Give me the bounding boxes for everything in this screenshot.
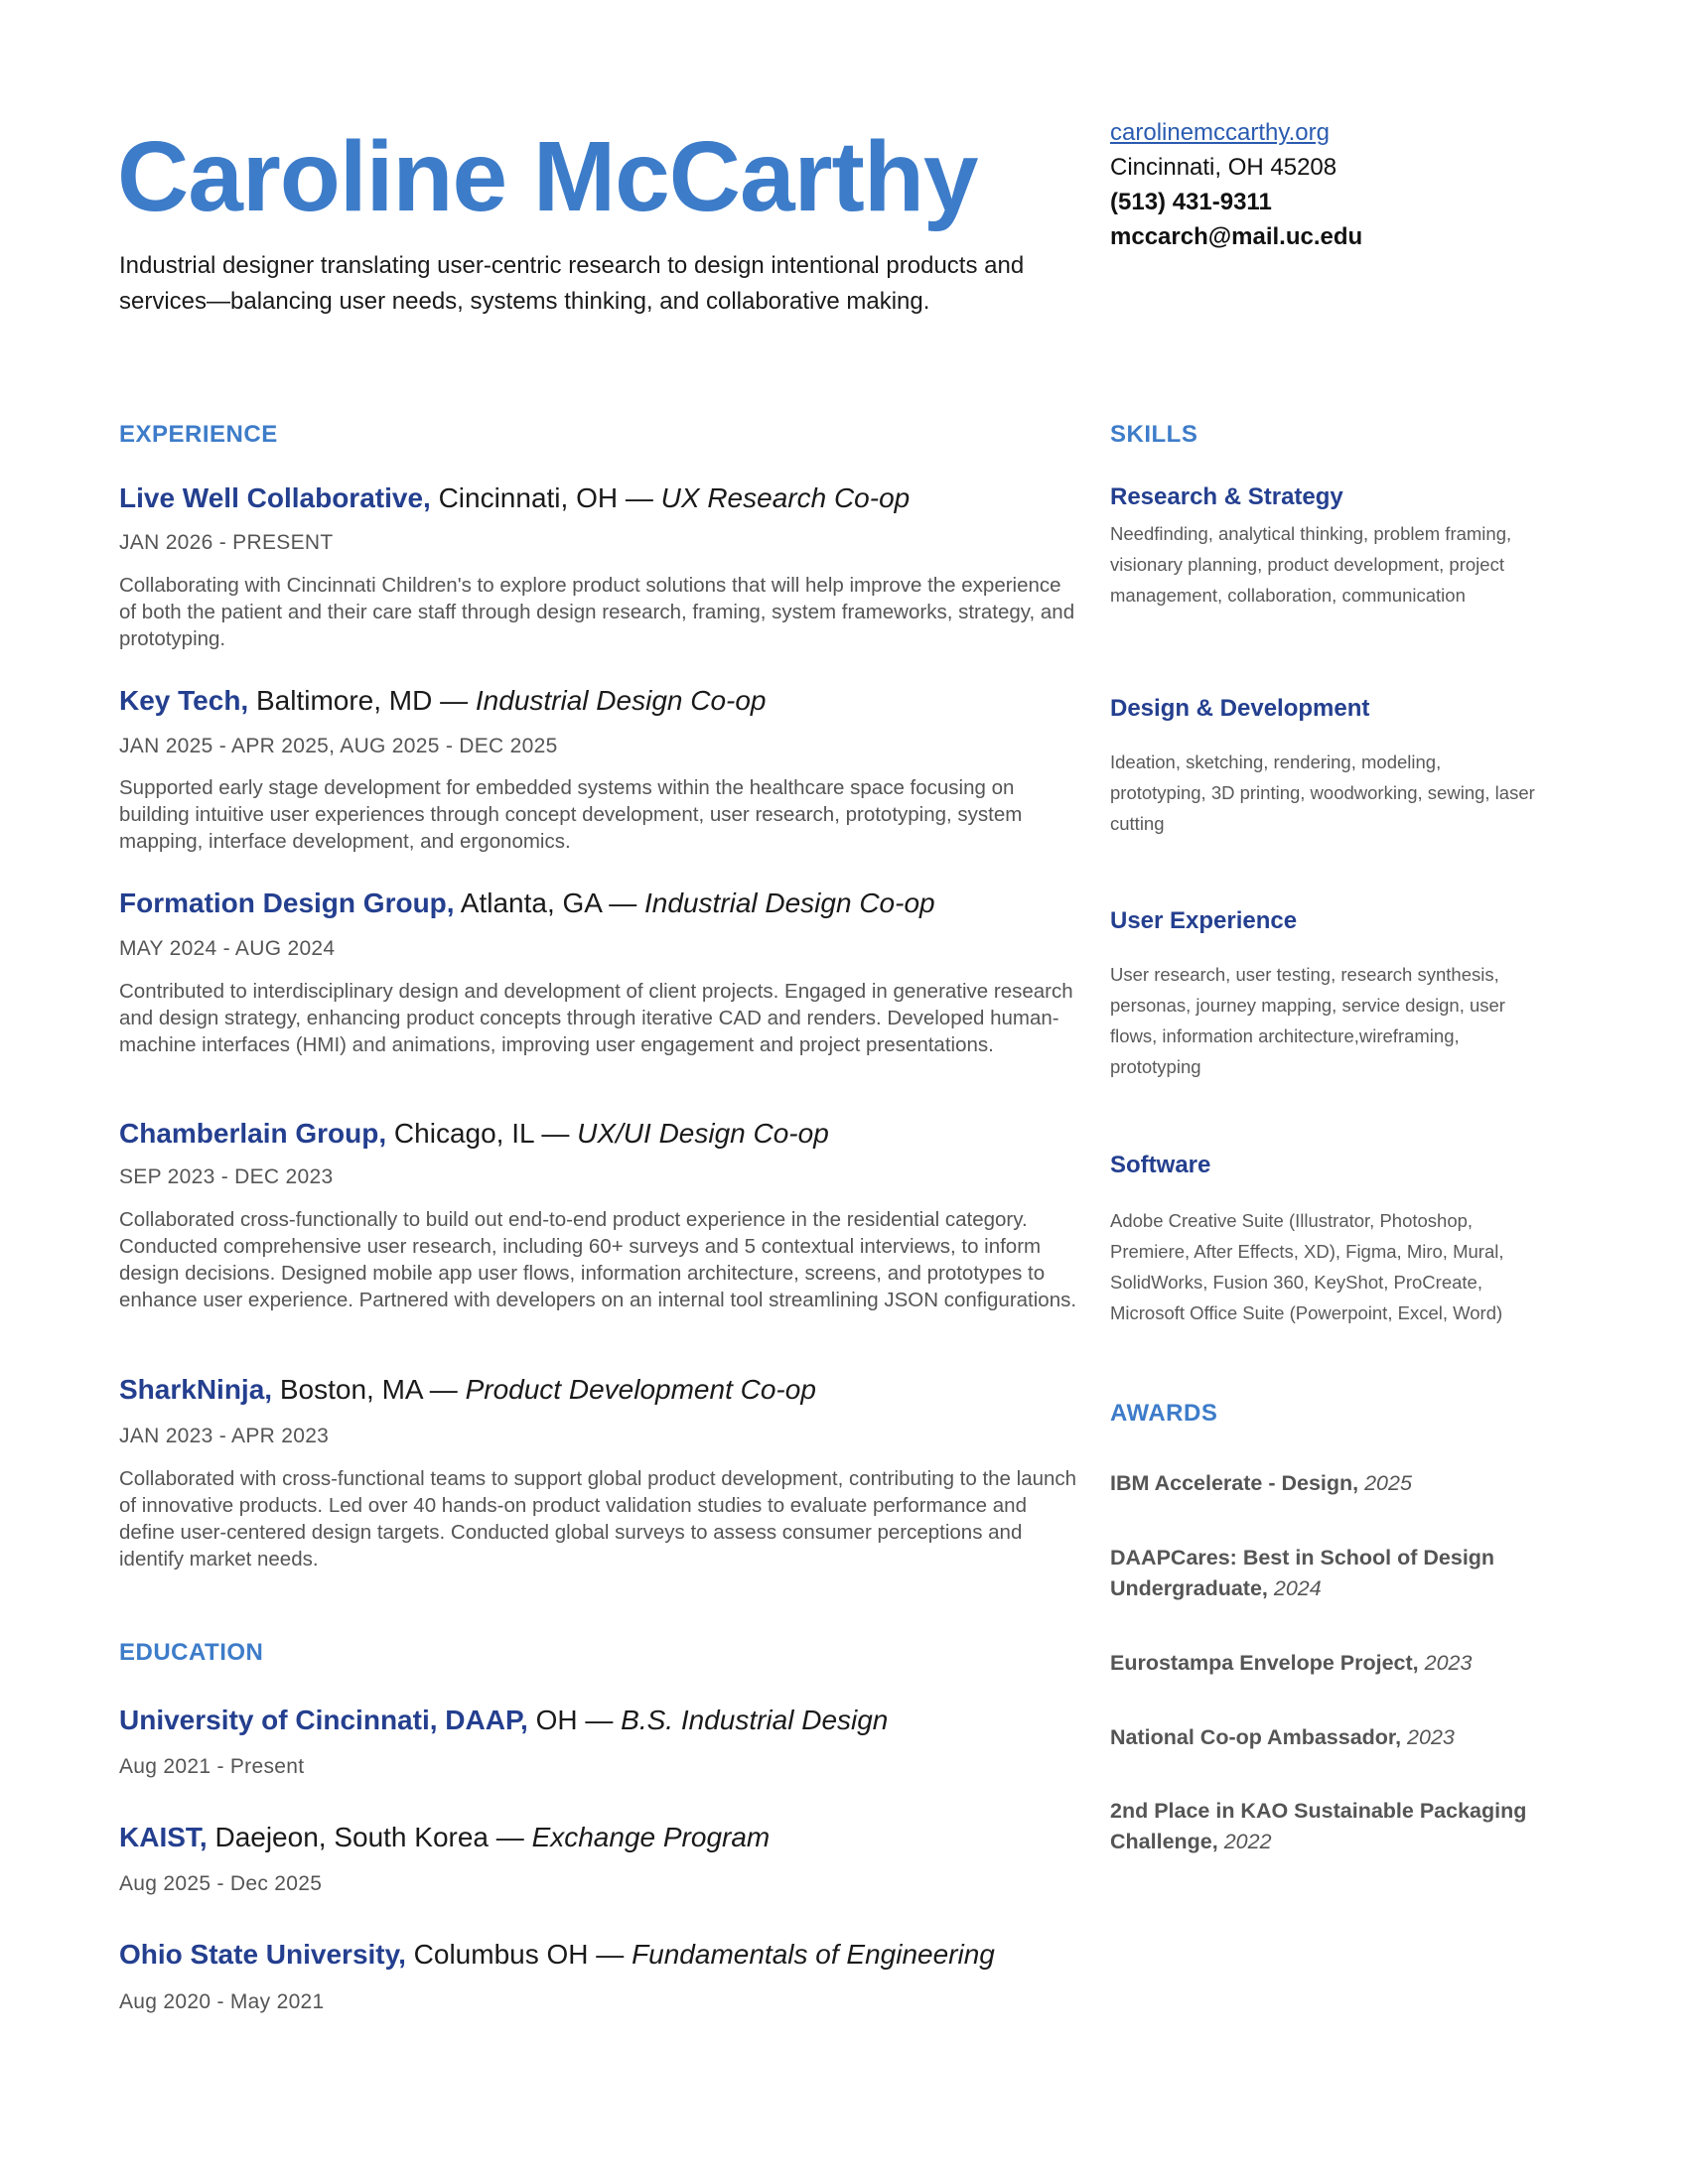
school-title-1 — [119, 1822, 770, 1853]
school-title-2 — [119, 1939, 995, 1971]
job-role: UX/UI Design Co-op — [577, 1118, 829, 1149]
education-heading: EDUCATION — [119, 1639, 264, 1666]
contact-block — [1110, 115, 1362, 254]
job-title-0 — [119, 482, 910, 514]
job-description: Contributed to interdisciplinary design and development of client projects. Engaged in generative research and design strategy, enhancing product concepts through iterative CAD and renders. Developed human-machine interfaces (HMI) and animations, improving user engagement and project presentations. — [119, 980, 1073, 1056]
skill-group-text: User research, user testing, research synthesis, personas, journey mapping, service design, user flows, information architecture,wireframing, prototyping — [1110, 964, 1505, 1077]
school-location: Columbus OH — — [405, 1939, 633, 1970]
award-title: Eurostampa Envelope Project, — [1110, 1651, 1419, 1675]
job-location: Cincinnati, OH — — [430, 482, 661, 513]
school-name: Ohio State University, — [119, 1939, 406, 1970]
award-item — [1110, 1796, 1537, 1857]
experience-heading: EXPERIENCE — [119, 421, 278, 448]
award-title: IBM Accelerate - Design, — [1110, 1471, 1359, 1495]
skill-group-text: Adobe Creative Suite (Illustrator, Photoshop, Premiere, After Effects, XD), Figma, Miro, Mural, SolidWorks, Fusion 360, KeyShot, ProCreate, Microsoft Office Suite (Powerpoint, Excel, Word) — [1110, 1210, 1504, 1323]
job-description: Collaborating with Cincinnati Children's to explore product solutions that will help improve the experience of both the patient and their care staff through design research, framing, system frameworks, strategy, and prototyping. — [119, 574, 1075, 650]
job-description: Collaborated with cross-functional teams to support global product development, contributing to the launch of innovative products. Led over 40 hands-on product validation studies to evaluate performance and define user-centered design targets. Conducted global surveys to assess consumer perceptions and identify market needs. — [119, 1467, 1077, 1570]
skill-group-title: User Experience — [1110, 907, 1298, 934]
job-role: Industrial Design Co-op — [644, 887, 935, 918]
job-description: Collaborated cross-functionally to build out end-to-end product experience in the residential category. Conducted comprehensive user research, including 60+ surveys and 5 contextual interviews, to inform design decisions. Designed mobile app user flows, information architecture, screens, and prototypes to enhance user experience. Partnered with developers on an internal tool streamlining JSON configurations. — [119, 1208, 1077, 1311]
award-item — [1110, 1722, 1537, 1753]
award-year: 2023 — [1418, 1651, 1473, 1675]
job-title-1 — [119, 685, 767, 717]
person-name: Caroline McCarthy — [117, 121, 978, 232]
job-role: Product Development Co-op — [465, 1374, 816, 1405]
school-program: Fundamentals of Engineering — [632, 1939, 995, 1970]
company-name: Live Well Collaborative, — [119, 482, 431, 513]
job-role: UX Research Co-op — [660, 482, 911, 513]
school-title-0 — [119, 1705, 888, 1736]
job-title-3 — [119, 1118, 829, 1150]
skills-heading: SKILLS — [1110, 421, 1198, 448]
award-title: National Co-op Ambassador, — [1110, 1725, 1402, 1749]
job-location: Baltimore, MD — — [248, 685, 476, 716]
company-name: SharkNinja, — [119, 1374, 273, 1405]
award-year: 2025 — [1358, 1471, 1412, 1495]
job-dates: JAN 2023 - APR 2023 — [119, 1425, 330, 1447]
skill-group-text: Needfinding, analytical thinking, problem framing, visionary planning, product development, project management, collaboration, communication — [1110, 523, 1512, 606]
job-description: Supported early stage development for embedded systems within the healthcare space focusing on building intuitive user experiences through concept development, user research, prototyping, system mapping, interface development, and ergonomics. — [119, 776, 1023, 853]
job-title-4 — [119, 1374, 816, 1406]
company-name: Formation Design Group, — [119, 887, 455, 918]
skill-group-text: Ideation, sketching, rendering, modeling, prototyping, 3D printing, woodworking, sewing, laser cutting — [1110, 751, 1535, 834]
job-title-2 — [119, 887, 935, 919]
job-dates: JAN 2025 - APR 2025, AUG 2025 - DEC 2025 — [119, 735, 558, 757]
school-dates: Aug 2025 - Dec 2025 — [119, 1872, 323, 1895]
tagline: Industrial designer translating user-centric research to design intentional products and services—balancing user needs, systems thinking, and collaborative making. — [119, 252, 1025, 315]
location: Cincinnati, OH 45208 — [1110, 154, 1337, 181]
phone: (513) 431-9311 — [1110, 189, 1272, 215]
skill-group-title: Research & Strategy — [1110, 483, 1343, 510]
school-name: University of Cincinnati, DAAP, — [119, 1705, 528, 1735]
award-year: 2023 — [1401, 1725, 1455, 1749]
awards-heading: AWARDS — [1110, 1400, 1218, 1427]
job-dates: MAY 2024 - AUG 2024 — [119, 937, 336, 960]
job-dates: JAN 2026 - PRESENT — [119, 531, 334, 554]
school-program: Exchange Program — [531, 1822, 771, 1852]
school-location: Daejeon, South Korea — — [207, 1822, 532, 1852]
school-dates: Aug 2021 - Present — [119, 1755, 305, 1778]
school-location: OH — — [527, 1705, 622, 1735]
job-location: Chicago, IL — — [386, 1118, 578, 1149]
job-location: Atlanta, GA — — [454, 887, 644, 918]
award-item — [1110, 1543, 1537, 1604]
job-location: Boston, MA — — [272, 1374, 466, 1405]
award-title: DAAPCares: Best in School of Design Undergraduate, — [1110, 1546, 1495, 1600]
website-link[interactable]: carolinemccarthy.org — [1110, 119, 1330, 146]
award-year: 2022 — [1217, 1830, 1272, 1853]
email: mccarch@mail.uc.edu — [1110, 223, 1363, 250]
award-title: 2nd Place in KAO Sustainable Packaging Challenge, — [1110, 1799, 1527, 1853]
job-role: Industrial Design Co-op — [475, 685, 767, 716]
skill-group-title: Design & Development — [1110, 695, 1370, 722]
award-year: 2024 — [1267, 1576, 1322, 1600]
school-dates: Aug 2020 - May 2021 — [119, 1990, 325, 2013]
company-name: Chamberlain Group, — [119, 1118, 387, 1149]
school-name: KAIST, — [119, 1822, 208, 1852]
skill-group-title: Software — [1110, 1152, 1211, 1178]
school-program: B.S. Industrial Design — [621, 1705, 889, 1735]
company-name: Key Tech, — [119, 685, 249, 716]
job-dates: SEP 2023 - DEC 2023 — [119, 1165, 334, 1188]
award-item — [1110, 1648, 1537, 1679]
award-item — [1110, 1468, 1537, 1499]
